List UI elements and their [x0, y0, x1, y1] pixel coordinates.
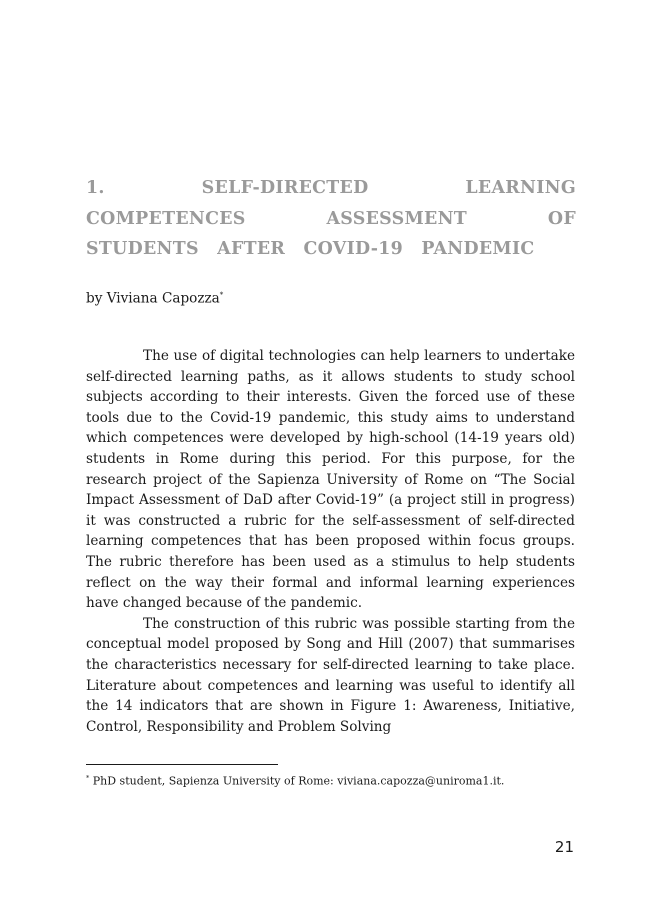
author-line — [86, 286, 223, 308]
paragraph-1: The use of digital technologies can help learners to undertake self-directed learning paths, as it allows students to study school subjects according to their interests. Given the forced use of these tools due to the Covid-19 pandemic, this study aims to understand which competences were developed by high-school (14-19 years old) students in Rome during this period. For this purpose, for the research project of the Sapienza University of Rome on “The Social Impact Assessment of DaD after Covid-19” (a project still in progress) it was constructed a rubric for the self-assessment of self-directed learning competences that has been proposed within focus groups. The rubric therefore has been used as a stimulus to help students reflect on the way their formal and informal learning experiences have changed because of the pandemic. — [86, 348, 575, 612]
footnote — [86, 771, 576, 789]
footnote-text: PhD student, Sapienza University of Rome: viviana.capozza@uniroma1.it. — [92, 774, 505, 788]
author-footnote-mark: * — [219, 291, 224, 299]
footnote-divider — [86, 764, 278, 765]
paragraph-2: The construction of this rubric was possible starting from the conceptual model proposed by Song and Hill (2007) that summarises the characteristics necessary for self-directed learning to take place. Literature about competences and learning was useful to identify all the 14 indicators that are shown in Figure 1: Awareness, Initiative, Control, Responsibility and Problem Solving — [86, 615, 575, 735]
footnote-mark: * — [86, 774, 90, 782]
body-text — [86, 346, 575, 737]
chapter-title: 1. SELF-DIRECTED LEARNING COMPETENCES ASSESSMENT OF STUDENTS AFTER COVID-19 PANDEMIC — [86, 178, 576, 259]
page-number: 21 — [554, 838, 574, 856]
author-name: by Viviana Capozza — [86, 290, 220, 307]
